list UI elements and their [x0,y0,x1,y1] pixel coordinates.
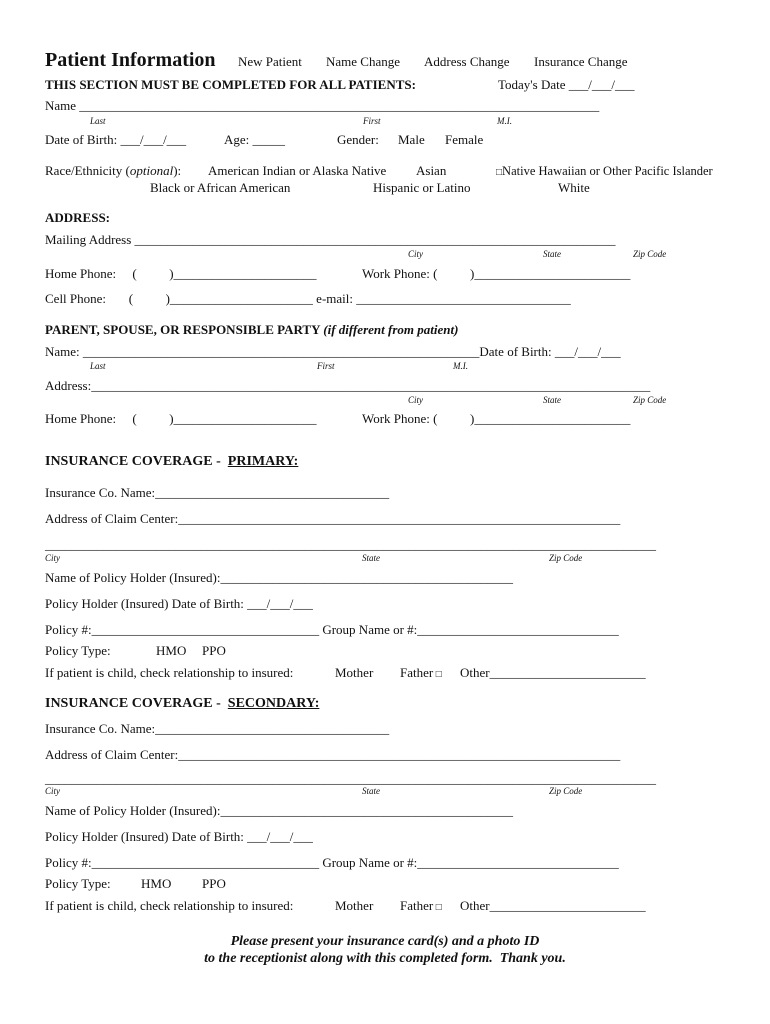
must-complete-heading: THIS SECTION MUST BE COMPLETED FOR ALL PATIENTS: [45,77,416,92]
sub-first: First [363,116,381,126]
sub-state: State [362,786,380,796]
secondary-policy-type-label: Policy Type: [45,876,111,891]
secondary-child-relationship-label: If patient is child, check relationship to insured: [45,898,294,913]
primary-insurance-co-field[interactable]: Insurance Co. Name:____________________________________ [45,485,390,500]
todays-date-field[interactable]: Today's Date ___/___/___ [498,77,635,92]
footer-line-1: Please present your insurance card(s) and a photo ID [230,934,540,949]
gender-male-option[interactable]: Male [398,132,425,147]
primary-father-option[interactable]: Father □ [400,665,445,680]
sub-last: Last [90,361,106,371]
race-option-american-indian[interactable]: American Indian or Alaska Native [208,163,387,178]
option-insurance-change[interactable]: Insurance Change [534,54,628,69]
primary-policy-group-field[interactable]: Policy #:___________________________________ Group Name or #:_______________________________ [45,622,619,637]
secondary-claim-center-field[interactable]: Address of Claim Center:____________________________________________________________________ [45,747,621,762]
secondary-father-option[interactable]: Father □ [400,898,445,913]
responsible-work-phone-field[interactable]: Work Phone: ( )________________________ [362,411,631,426]
secondary-hmo-option[interactable]: HMO [141,876,172,891]
primary-mother-option[interactable]: Mother [335,665,374,680]
sub-last: Last [90,116,106,126]
secondary-other-field[interactable]: Other________________________ [460,898,646,913]
sub-zip: Zip Code [549,786,583,796]
sub-state: State [362,553,380,563]
sub-zip: Zip Code [549,553,583,563]
race-option-native-hawaiian[interactable]: □Native Hawaiian or Other Pacific Islander [496,164,713,178]
dob-field[interactable]: Date of Birth: ___/___/___ [45,132,187,147]
sub-mi: M.I. [497,116,512,126]
gender-label: Gender: [337,132,379,147]
sub-city: City [408,249,423,259]
secondary-holder-dob-field[interactable]: Policy Holder (Insured) Date of Birth: ___/___/___ [45,829,313,844]
race-option-white[interactable]: White [558,180,590,195]
home-phone-field[interactable]: Home Phone: ( )______________________ [45,266,317,281]
page-title: Patient Information [45,49,216,71]
option-new-patient[interactable]: New Patient [238,54,302,69]
primary-hmo-option[interactable]: HMO [156,643,187,658]
responsible-name-dob-field[interactable]: Name: _____________________________________________________________Date of Birth: ___/___/___ [45,344,621,359]
secondary-claim-center-line2[interactable]: ______________________________________________________________________________________________ [45,771,656,786]
primary-claim-center-field[interactable]: Address of Claim Center:____________________________________________________________________ [45,511,621,526]
secondary-mother-option[interactable]: Mother [335,898,374,913]
primary-child-relationship-label: If patient is child, check relationship to insured: [45,665,294,680]
secondary-policy-holder-field[interactable]: Name of Policy Holder (Insured):_____________________________________________ [45,803,513,818]
sub-first: First [317,361,335,371]
primary-holder-dob-field[interactable]: Policy Holder (Insured) Date of Birth: ___/___/___ [45,596,313,611]
sub-city: City [408,395,423,405]
responsible-party-heading: PARENT, SPOUSE, OR RESPONSIBLE PARTY (if different from patient) [45,322,459,337]
responsible-home-phone-field[interactable]: Home Phone: ( )______________________ [45,411,317,426]
option-name-change[interactable]: Name Change [326,54,401,69]
address-heading: ADDRESS: [45,210,111,225]
primary-insurance-heading: INSURANCE COVERAGE - PRIMARY: [45,454,299,469]
sub-mi: M.I. [453,361,468,371]
sub-city: City [45,786,60,796]
secondary-ppo-option[interactable]: PPO [202,876,226,891]
option-address-change[interactable]: Address Change [424,54,510,69]
sub-state: State [543,249,561,259]
responsible-address-field[interactable]: Address:______________________________________________________________________________________ [45,378,651,393]
race-option-asian[interactable]: Asian [416,163,447,178]
sub-zip: Zip Code [633,249,667,259]
primary-policy-type-label: Policy Type: [45,643,111,658]
cell-phone-email-field[interactable]: Cell Phone: ( )______________________ e-mail: _________________________________ [45,291,571,306]
sub-city: City [45,553,60,563]
secondary-insurance-co-field[interactable]: Insurance Co. Name:____________________________________ [45,721,390,736]
secondary-insurance-heading: INSURANCE COVERAGE - SECONDARY: [45,696,320,711]
gender-female-option[interactable]: Female [445,132,484,147]
sub-state: State [543,395,561,405]
mailing-address-field[interactable]: Mailing Address __________________________________________________________________________ [45,232,616,247]
primary-claim-center-line2[interactable]: ______________________________________________________________________________________________ [45,537,656,552]
sub-zip: Zip Code [633,395,667,405]
patient-name-field[interactable]: Name ________________________________________________________________________________ [45,98,600,113]
primary-policy-holder-field[interactable]: Name of Policy Holder (Insured):_____________________________________________ [45,570,513,585]
race-option-hispanic[interactable]: Hispanic or Latino [373,180,471,195]
secondary-policy-group-field[interactable]: Policy #:___________________________________ Group Name or #:_______________________________ [45,855,619,870]
work-phone-field[interactable]: Work Phone: ( )________________________ [362,266,631,281]
race-option-black[interactable]: Black or African American [150,180,291,195]
primary-other-field[interactable]: Other________________________ [460,665,646,680]
race-label: Race/Ethnicity (optional): [45,163,182,178]
footer-line-2: to the receptionist along with this completed form. Thank you. [204,951,566,966]
primary-ppo-option[interactable]: PPO [202,643,226,658]
age-field[interactable]: Age: _____ [224,132,286,147]
